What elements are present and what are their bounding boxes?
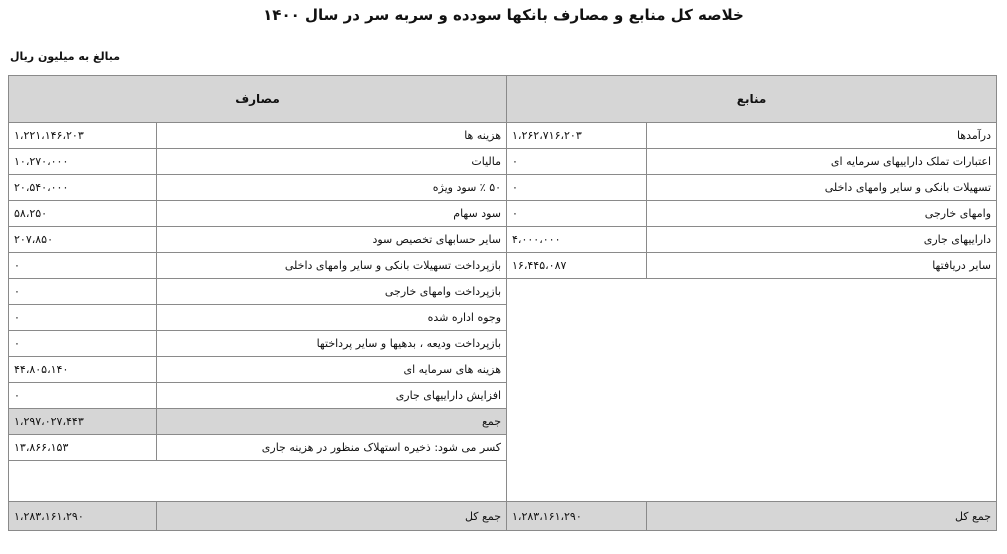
source-value: ۱۶،۴۴۵،۰۸۷ — [507, 253, 647, 279]
table-row — [9, 175, 997, 201]
source-value: ۰ — [507, 149, 647, 175]
use-label: افزایش داراییهای جاری — [157, 383, 507, 409]
unit-note: مبالغ به میلیون ریال — [10, 50, 121, 63]
table-row — [9, 123, 997, 149]
use-value: ۵۸،۲۵۰ — [9, 201, 157, 227]
use-value: ۴۴،۸۰۵،۱۴۰ — [9, 357, 157, 383]
source-label: داراییهای جاری — [647, 227, 997, 253]
use-value: ۰ — [9, 305, 157, 331]
use-value: ۰ — [9, 279, 157, 305]
source-value: ۴،۰۰۰،۰۰۰ — [507, 227, 647, 253]
use-value: ۰ — [9, 383, 157, 409]
sources-uses-table — [8, 75, 997, 531]
source-value: ۱،۲۶۲،۷۱۶،۲۰۳ — [507, 123, 647, 149]
use-value: ۰ — [9, 331, 157, 357]
use-value: ۱،۲۲۱،۱۴۶،۲۰۳ — [9, 123, 157, 149]
sources-total-label: جمع کل — [647, 502, 997, 531]
use-label: ۵۰ ٪ سود ویژه — [157, 175, 507, 201]
sources-header: منابع — [507, 76, 997, 123]
use-label: هزینه های سرمایه ای — [157, 357, 507, 383]
table-row — [9, 227, 997, 253]
total-row — [9, 502, 997, 531]
use-value: ۱۰،۲۷۰،۰۰۰ — [9, 149, 157, 175]
source-value: ۰ — [507, 175, 647, 201]
uses-sum-label: جمع — [157, 409, 507, 435]
use-value: ۰ — [9, 253, 157, 279]
table-row — [9, 253, 997, 279]
table-row — [9, 201, 997, 227]
use-label: بازپرداخت ودیعه ، بدهیها و سایر پرداختها — [157, 331, 507, 357]
use-label: وجوه اداره شده — [157, 305, 507, 331]
uses-deduction-label: کسر می شود: ذخیره استهلاک منظور در هزینه جاری — [157, 435, 507, 461]
uses-total-value: ۱،۲۸۳،۱۶۱،۲۹۰ — [9, 502, 157, 531]
table-row — [9, 279, 997, 305]
source-value: ۰ — [507, 201, 647, 227]
use-label: هزینه ها — [157, 123, 507, 149]
sources-empty-area — [507, 279, 997, 502]
uses-total-label: جمع کل — [157, 502, 507, 531]
source-label: تسهیلات بانکی و سایر وامهای داخلی — [647, 175, 997, 201]
sources-total-value: ۱،۲۸۳،۱۶۱،۲۹۰ — [507, 502, 647, 531]
source-label: اعتبارات تملک داراییهای سرمایه ای — [647, 149, 997, 175]
uses-sum-value: ۱،۲۹۷،۰۲۷،۴۴۳ — [9, 409, 157, 435]
source-label: درآمدها — [647, 123, 997, 149]
use-value: ۲۰،۵۴۰،۰۰۰ — [9, 175, 157, 201]
header-row — [9, 76, 997, 123]
uses-empty-area — [9, 461, 507, 502]
use-value: ۲۰۷،۸۵۰ — [9, 227, 157, 253]
use-label: مالیات — [157, 149, 507, 175]
use-label: سود سهام — [157, 201, 507, 227]
use-label: بازپرداخت وامهای خارجی — [157, 279, 507, 305]
table-row — [9, 149, 997, 175]
use-label: سایر حسابهای تخصیص سود — [157, 227, 507, 253]
uses-header: مصارف — [9, 76, 507, 123]
source-label: سایر دریافتها — [647, 253, 997, 279]
source-label: وامهای خارجی — [647, 201, 997, 227]
uses-deduction-value: ۱۳،۸۶۶،۱۵۳ — [9, 435, 157, 461]
report-title: خلاصه کل منابع و مصارف بانکها سودده و سربه سر در سال ۱۴۰۰ — [263, 6, 744, 24]
use-label: بازپرداخت تسهیلات بانکی و سایر وامهای داخلی — [157, 253, 507, 279]
